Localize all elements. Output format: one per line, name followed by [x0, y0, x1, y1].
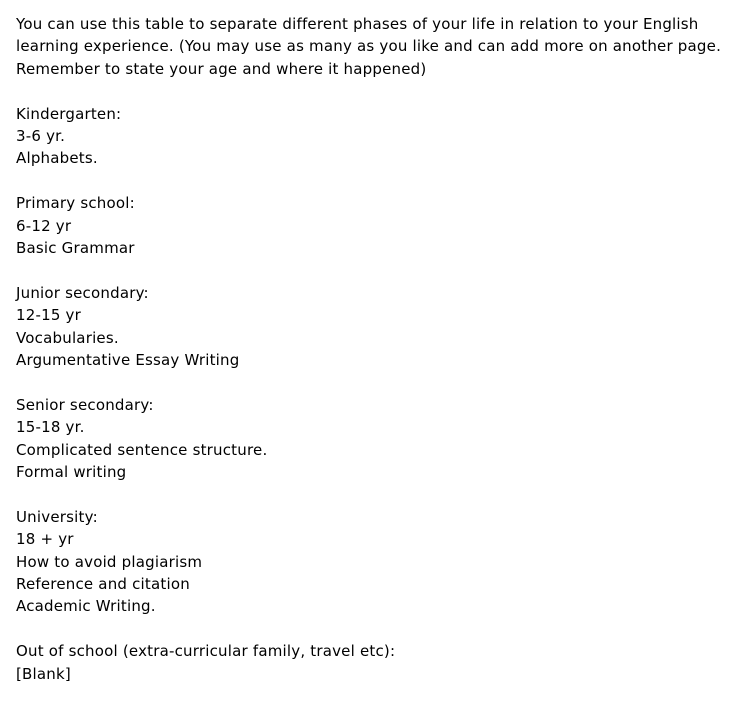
learning-item: Argumentative Essay Writing [16, 351, 240, 370]
section-heading: Primary school: [16, 194, 135, 213]
age-range: 15-18 yr. [16, 418, 85, 437]
age-range: 3-6 yr. [16, 127, 66, 146]
section-kindergarten [16, 103, 746, 170]
learning-item: Basic Grammar [16, 239, 135, 258]
learning-item: Reference and citation [16, 575, 190, 594]
section-senior-secondary [16, 394, 746, 484]
learning-item: How to avoid plagiarism [16, 552, 203, 571]
learning-item: Formal writing [16, 463, 127, 482]
blank-entry: [Blank] [16, 664, 71, 683]
learning-item: Alphabets. [16, 149, 98, 168]
intro-paragraph: You can use this table to separate different phases of your life in relation to your English learning experience. (You may use as many as you like and can add more on another page. Remember to state your age and where it happened) [16, 15, 722, 78]
age-range: 12-15 yr [16, 306, 81, 325]
learning-item: Vocabularies. [16, 328, 119, 347]
age-range: 18 + yr [16, 530, 74, 549]
section-heading: Kindergarten: [16, 104, 122, 123]
section-heading: Junior secondary: [16, 283, 149, 302]
learning-item: Academic Writing. [16, 597, 156, 616]
section-heading: Out of school (extra-curricular family, travel etc): [16, 642, 396, 661]
document-body [16, 13, 746, 685]
section-heading: Senior secondary: [16, 395, 154, 414]
section-out-of-school [16, 640, 746, 685]
section-heading: University: [16, 507, 98, 526]
learning-item: Complicated sentence structure. [16, 440, 268, 459]
section-junior-secondary [16, 282, 746, 372]
section-primary-school [16, 192, 746, 259]
section-university [16, 506, 746, 618]
age-range: 6-12 yr [16, 216, 72, 235]
